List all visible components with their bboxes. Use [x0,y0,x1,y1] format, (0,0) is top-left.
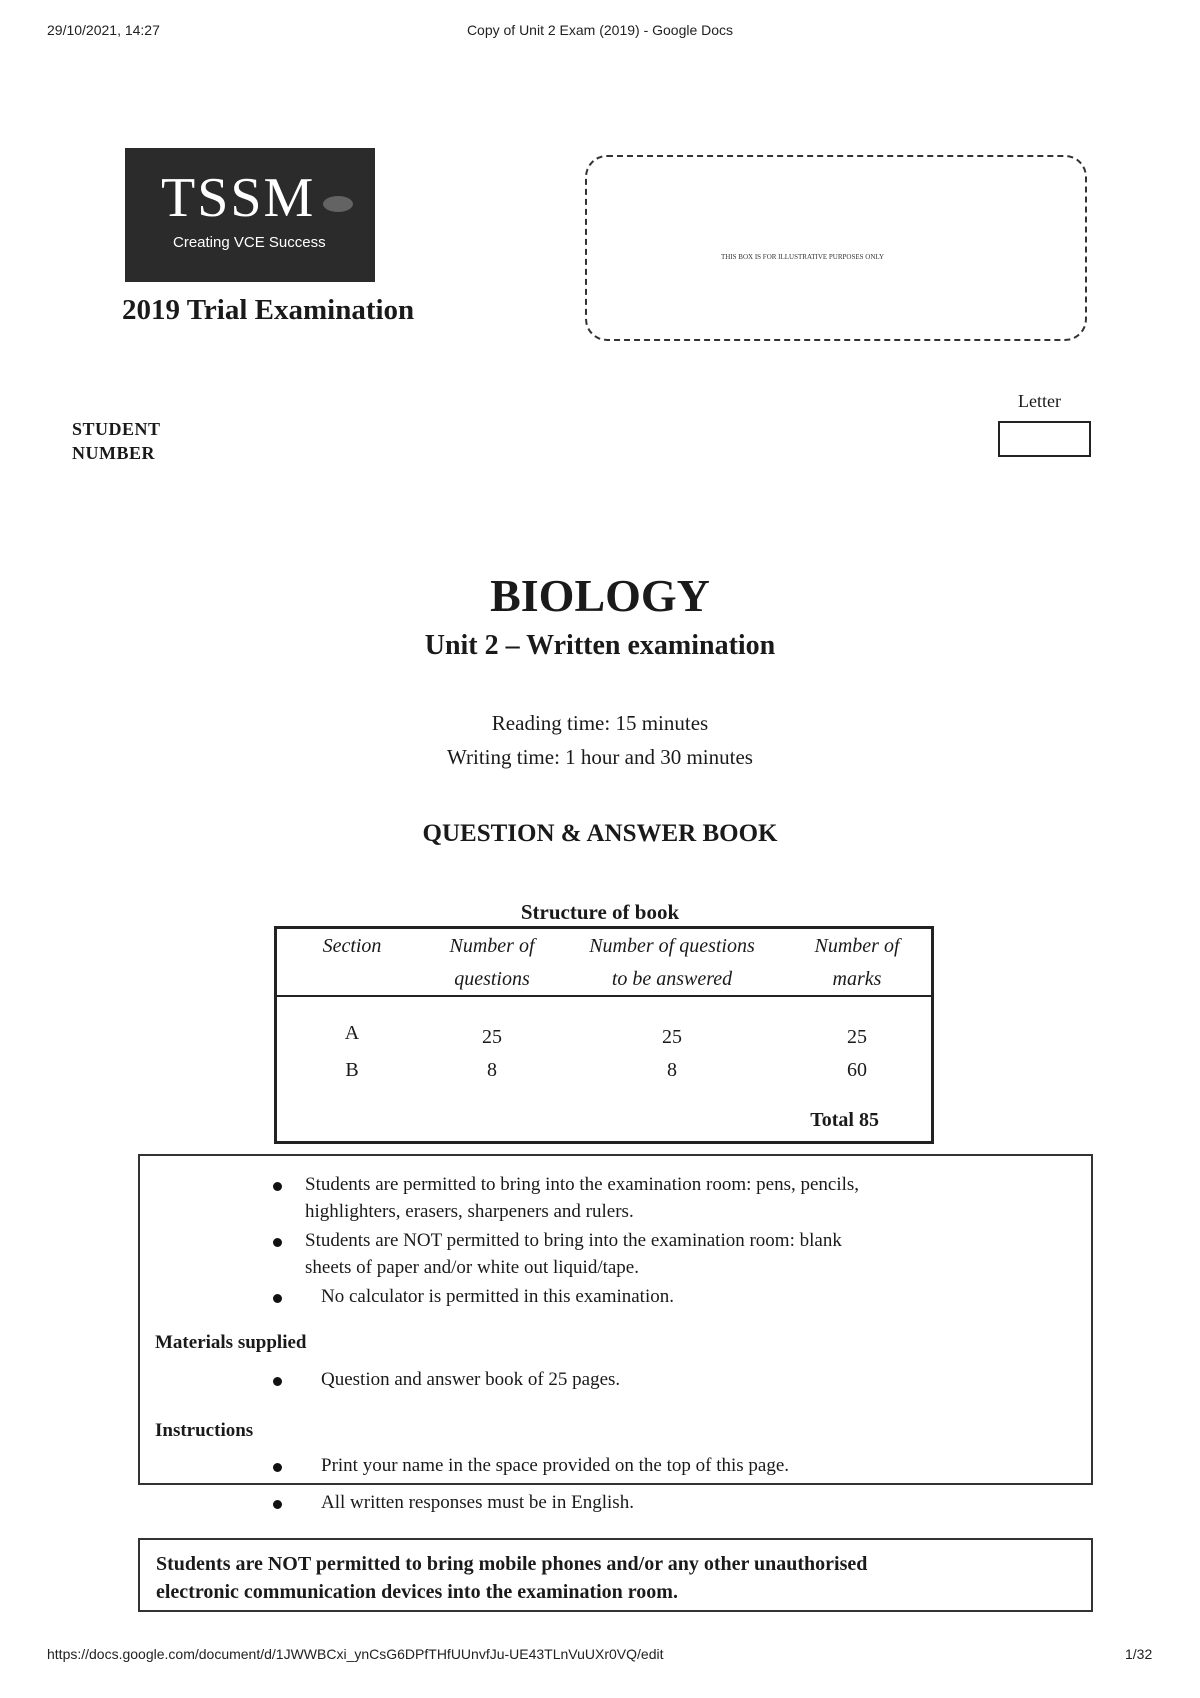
bullet-icon [273,1377,282,1386]
trial-title: 2019 Trial Examination [122,294,415,326]
print-footer-url[interactable]: https://docs.google.com/document/d/1JWWBCxi_ynCsG6DPfTHfUUnvfJu-UE43TLnVuUXr0VQ/edit [47,1646,664,1662]
logo-brand: TSSM [161,167,316,229]
print-doc-title: Copy of Unit 2 Exam (2019) - Google Docs [466,22,734,38]
header-qa-line-1: Number of questions [589,935,755,957]
student-number-label [72,417,161,465]
illustrative-box-text: THIS BOX IS FOR ILLUSTRATIVE PURPOSES ONLY [721,253,885,261]
rule-line: Students are permitted to bring into the examination room: pens, pencils, [305,1174,860,1195]
bullet-icon [273,1500,282,1509]
rule-line: Students are NOT permitted to bring into the examination room: blank [305,1230,842,1251]
table-cell: 25 [662,1026,682,1048]
logo-tagline: Creating VCE Success [173,234,326,251]
writing-time: Writing time: 1 hour and 30 minutes [447,745,753,769]
letter-box[interactable] [998,421,1091,457]
bullet-icon [273,1182,282,1191]
table-cell: 8 [487,1059,497,1081]
letter-label: Letter [1018,391,1061,411]
subject-title: BIOLOGY [490,570,710,621]
table-cell: 25 [482,1026,502,1048]
student-number-line-1: STUDENT [72,419,161,439]
header-nq-line-2: questions [454,968,530,990]
bullet-icon [273,1294,282,1303]
header-qa-line-2: to be answered [611,968,733,990]
total-marks: Total 85 [810,1109,879,1131]
rule-line: highlighters, erasers, sharpeners and rulers. [305,1201,634,1222]
header-section [277,930,427,963]
rule-item: No calculator is permitted in this examination. [321,1286,674,1307]
header-questions-to-answer [567,930,777,996]
instructions-label: Instructions [155,1420,254,1441]
student-number-line-2: NUMBER [72,443,155,463]
header-number-of-marks [777,930,937,996]
instructions-item: Print your name in the space provided on the top of this page. [321,1455,790,1476]
header-nq-line-1: Number of [449,935,535,957]
tssm-logo [125,148,375,282]
table-cell: A [344,1022,360,1044]
bullet-icon [273,1463,282,1472]
rule-item [305,1171,859,1225]
table-cell: 60 [847,1059,867,1081]
structure-caption: Structure of book [520,900,680,924]
reading-time: Reading time: 15 minutes [491,711,709,735]
header-nm-line-1: Number of [814,935,900,957]
materials-item: Question and answer book of 25 pages. [321,1369,621,1390]
bullet-icon [273,1238,282,1247]
warning-box [138,1538,1093,1612]
materials-label: Materials supplied [155,1332,307,1353]
rule-line: sheets of paper and/or white out liquid/tape. [305,1257,639,1278]
unit-title: Unit 2 – Written examination [424,630,776,661]
logo-cloud-icon [323,196,353,212]
header-section-line-1: Section [322,935,382,957]
table-cell: 8 [667,1059,677,1081]
print-datetime: 29/10/2021, 14:27 [47,22,160,38]
table-cell: 25 [847,1026,867,1048]
warning-line: electronic communication devices into the examination room. [156,1581,678,1603]
instructions-item: All written responses must be in English. [321,1492,634,1513]
header-number-of-questions [407,930,577,996]
book-title: QUESTION & ANSWER BOOK [422,820,778,847]
header-nm-line-2: marks [832,968,882,990]
rule-item [305,1227,842,1281]
print-page-number: 1/32 [1125,1646,1153,1662]
warning-line: Students are NOT permitted to bring mobile phones and/or any other unauthorised [156,1553,868,1575]
table-cell: B [345,1059,359,1081]
structure-table [274,926,934,1144]
illustrative-box [585,155,1087,341]
structure-table-header [277,929,931,997]
